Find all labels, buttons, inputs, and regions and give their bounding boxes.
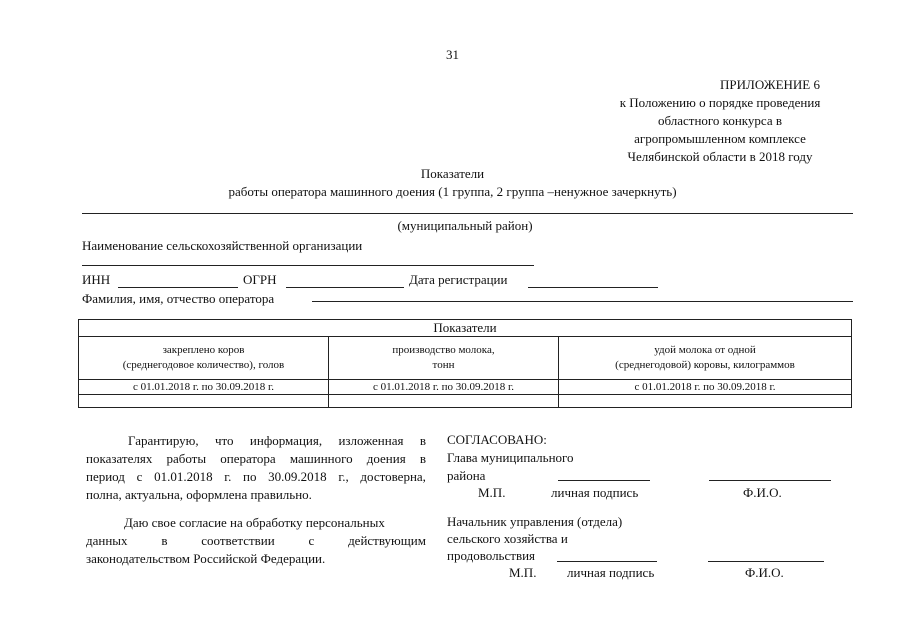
district-caption: (муниципальный район) [397, 218, 533, 233]
word: с [308, 533, 315, 548]
head2-signature-label: личная подпись [567, 565, 655, 580]
word: информация, [249, 433, 323, 448]
table-value-row [79, 395, 852, 408]
guarantee-line-3 [86, 468, 426, 486]
reg-date-label: Дата регистрации [409, 272, 508, 287]
ogrn-label: ОГРН [243, 272, 277, 287]
head1-title-line1: Глава муниципального [447, 450, 574, 465]
table-header-cell: Показатели [79, 320, 852, 337]
word: г., [338, 469, 349, 484]
column-header-milk-yield [559, 337, 852, 380]
appendix-line: к Положению о порядке проведения [619, 95, 821, 110]
consent-line-2 [86, 532, 426, 550]
district-field-line[interactable] [82, 213, 853, 214]
consent-line-3: законодательством Российской Федерации. [86, 551, 326, 566]
word: работы [166, 451, 207, 466]
column-header-line: тонн [432, 359, 455, 371]
head2-title-line3: продовольствия [447, 548, 536, 563]
guarantee-line-2 [86, 450, 426, 468]
word: оператора [220, 451, 276, 466]
approval-heading: СОГЛАСОВАНО: [447, 432, 547, 447]
operator-label: Фамилия, имя, отчество оператора [82, 291, 275, 306]
word: период [86, 469, 125, 484]
appendix-line: областного конкурса в [657, 113, 783, 128]
inn-label: ИНН [82, 272, 111, 287]
column-header-line: закреплено коров [162, 344, 245, 356]
consent-paragraph [86, 514, 426, 568]
document-subtitle: работы оператора машинного доения (1 группа, 2 группа –ненужное зачеркнуть) [228, 184, 677, 199]
head2-stamp-label: М.П. [509, 565, 537, 580]
word: что [214, 433, 234, 448]
word: действующим [348, 533, 426, 548]
word: в [161, 533, 168, 548]
word: машинного [289, 451, 353, 466]
word: данных [86, 533, 128, 548]
head2-title-line1: Начальник управления (отдела) [447, 514, 623, 529]
guarantee-line-4: полна, актуальна, оформлена правильно. [86, 487, 312, 502]
head1-fio-label: Ф.И.О. [743, 485, 782, 500]
table-period-row [79, 380, 852, 395]
word: 01.01.2018 [154, 469, 213, 484]
head1-signature-label: личная подпись [551, 485, 639, 500]
head2-fio-line[interactable] [708, 561, 824, 562]
word: достоверна, [360, 469, 426, 484]
head1-stamp-label: М.П. [478, 485, 506, 500]
word: с [136, 469, 143, 484]
word: показателях [86, 451, 153, 466]
word: в [419, 451, 426, 466]
column-header-milk-production [329, 337, 559, 380]
reg-date-field-line[interactable] [528, 287, 658, 288]
appendix-heading: ПРИЛОЖЕНИЕ 6 [720, 77, 820, 92]
word: доения [366, 451, 406, 466]
word: соответствии [201, 533, 275, 548]
head2-fio-label: Ф.И.О. [745, 565, 784, 580]
column-header-line: (среднегодовое количество), голов [122, 359, 285, 371]
appendix-line: Челябинской области в 2018 году [627, 149, 813, 164]
column-header-cows [79, 337, 329, 380]
guarantee-paragraph [86, 432, 426, 504]
head2-title-line2: сельского хозяйства и [447, 531, 568, 546]
value-cell-milk-yield[interactable] [559, 395, 852, 408]
column-header-line: удой молока от одной [654, 344, 756, 356]
period-cell: с 01.01.2018 г. по 30.09.2018 г. [329, 380, 559, 395]
document-title: Показатели [420, 166, 485, 181]
word: изложенная [338, 433, 404, 448]
inn-field-line[interactable] [118, 287, 238, 288]
head1-title-line2: района [447, 468, 486, 483]
column-header-line: производство молока, [392, 344, 495, 356]
period-cell: с 01.01.2018 г. по 30.09.2018 г. [559, 380, 852, 395]
appendix-line: агропромышленном комплексе [634, 131, 806, 146]
head1-signature-line[interactable] [558, 480, 650, 481]
org-name-label: Наименование сельскохозяйственной организации [82, 238, 363, 253]
consent-line-1: Даю свое согласие на обработку персональных [124, 515, 385, 530]
operator-field-line[interactable] [312, 301, 853, 302]
page-number: 31 [446, 47, 459, 62]
head2-signature-line[interactable] [557, 561, 657, 562]
word: по [243, 469, 257, 484]
word: в [419, 433, 426, 448]
table-header-row [79, 320, 852, 337]
ogrn-field-line[interactable] [286, 287, 404, 288]
org-name-field-line[interactable] [82, 265, 534, 266]
indicators-table [78, 319, 852, 408]
head1-fio-line[interactable] [709, 480, 831, 481]
guarantee-line-1 [86, 432, 426, 450]
word: 30.09.2018 [268, 469, 327, 484]
table-columns-row [79, 337, 852, 380]
period-cell: с 01.01.2018 г. по 30.09.2018 г. [79, 380, 329, 395]
word: Гарантирую, [128, 433, 199, 448]
column-header-line: (среднегодовой) коровы, килограммов [615, 359, 795, 371]
value-cell-cows[interactable] [79, 395, 329, 408]
word: г. [224, 469, 232, 484]
value-cell-milk-production[interactable] [329, 395, 559, 408]
appendix-block [560, 76, 880, 166]
